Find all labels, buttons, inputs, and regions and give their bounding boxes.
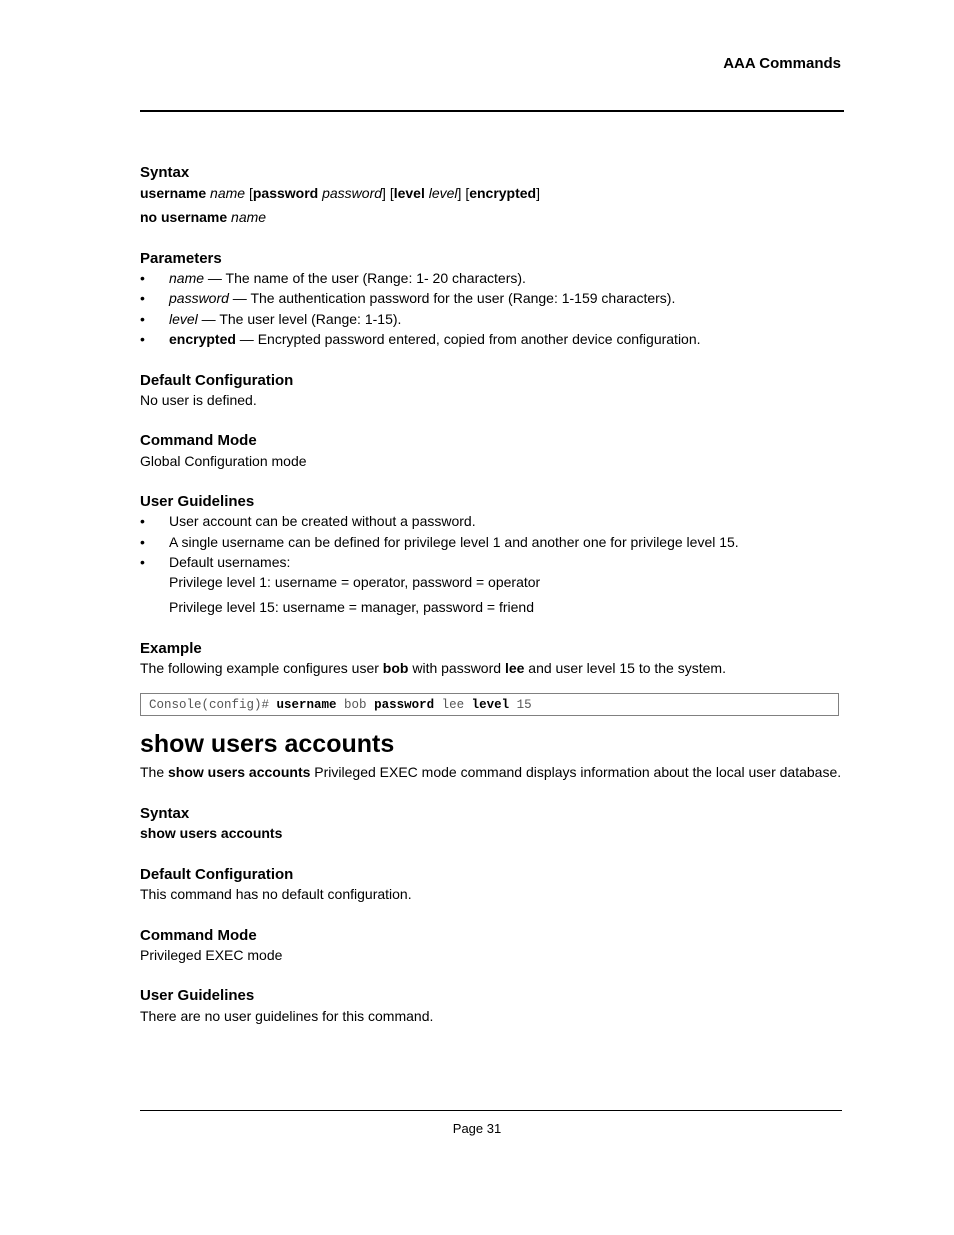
bracket: [ bbox=[465, 185, 470, 201]
default-config-heading: Default Configuration bbox=[140, 866, 294, 883]
syntax-keyword: encrypted bbox=[469, 185, 537, 201]
code-value: lee bbox=[434, 698, 472, 712]
code-example bbox=[140, 693, 839, 716]
parameter-desc: — The name of the user (Range: 1- 20 characters). bbox=[204, 270, 526, 286]
syntax-line-1 bbox=[140, 185, 540, 201]
command-mode-heading: Command Mode bbox=[140, 927, 257, 944]
running-header: AAA Commands bbox=[723, 55, 841, 72]
syntax-arg: level bbox=[428, 185, 458, 201]
bullet-icon: • bbox=[140, 311, 145, 327]
guideline-item: User account can be created without a password. bbox=[169, 513, 476, 529]
parameter-term: level bbox=[169, 311, 198, 327]
bullet-icon: • bbox=[140, 290, 145, 306]
example-heading: Example bbox=[140, 640, 202, 657]
syntax-line: show users accounts bbox=[140, 825, 283, 841]
parameter-item bbox=[169, 331, 701, 347]
code-keyword: level bbox=[471, 698, 510, 712]
syntax-line-2 bbox=[140, 209, 266, 225]
user-guidelines-heading: User Guidelines bbox=[140, 493, 255, 510]
code-keyword: password bbox=[374, 698, 435, 712]
user-guidelines-heading: User Guidelines bbox=[140, 987, 255, 1004]
example-text-part: with password bbox=[408, 660, 505, 676]
bullet-icon: • bbox=[140, 270, 145, 286]
default-config-heading: Default Configuration bbox=[140, 372, 294, 389]
syntax-heading: Syntax bbox=[140, 805, 190, 822]
syntax-keyword: username bbox=[140, 185, 207, 201]
syntax-heading: Syntax bbox=[140, 164, 190, 181]
default-config-text: This command has no default configuration. bbox=[140, 886, 412, 902]
bullet-icon: • bbox=[140, 554, 145, 570]
command-mode-text: Global Configuration mode bbox=[140, 453, 307, 469]
code-value: 15 bbox=[509, 698, 532, 712]
parameter-item bbox=[169, 290, 675, 306]
parameter-item bbox=[169, 270, 526, 286]
command-mode-text: Privileged EXEC mode bbox=[140, 947, 283, 963]
syntax-keyword: level bbox=[393, 185, 425, 201]
guideline-item: A single username can be defined for privilege level 1 and another one for privilege level 15. bbox=[169, 534, 739, 550]
intro-command: show users accounts bbox=[168, 764, 311, 780]
code-keyword: username bbox=[276, 698, 337, 712]
bracket: [ bbox=[248, 185, 253, 201]
section-title: show users accounts bbox=[140, 730, 395, 758]
parameter-desc: — The authentication password for the user (Range: 1-159 characters). bbox=[228, 290, 676, 306]
syntax-keyword: no username bbox=[140, 209, 228, 225]
parameter-desc: — The user level (Range: 1-15). bbox=[197, 311, 402, 327]
code-value: bob bbox=[336, 698, 375, 712]
bracket: ] bbox=[382, 185, 386, 201]
code-prompt: Console(config)# bbox=[149, 698, 277, 712]
example-user: bob bbox=[382, 660, 409, 676]
parameter-item bbox=[169, 311, 401, 327]
syntax-arg: name bbox=[210, 185, 246, 201]
header-rule bbox=[140, 110, 844, 112]
example-text-part: The following example configures user bbox=[140, 660, 383, 676]
parameters-heading: Parameters bbox=[140, 250, 222, 267]
bullet-icon: • bbox=[140, 513, 145, 529]
parameter-desc: — Encrypted password entered, copied from another device configuration. bbox=[235, 331, 701, 347]
guideline-subitem: Privilege level 1: username = operator, password = operator bbox=[169, 574, 541, 590]
default-config-text: No user is defined. bbox=[140, 392, 257, 408]
bracket: ] bbox=[536, 185, 541, 201]
page-number: Page 31 bbox=[452, 1121, 502, 1136]
intro-text-part: Privileged EXEC mode command displays information about the local user database. bbox=[310, 764, 842, 780]
parameter-term: name bbox=[169, 270, 205, 286]
bullet-icon: • bbox=[140, 331, 145, 347]
bracket: [ bbox=[389, 185, 394, 201]
parameter-term: encrypted bbox=[169, 331, 236, 347]
example-password: lee bbox=[504, 660, 525, 676]
guideline-subitem: Privilege level 15: username = manager, password = friend bbox=[169, 599, 534, 615]
syntax-keyword: password bbox=[252, 185, 319, 201]
command-mode-heading: Command Mode bbox=[140, 432, 257, 449]
section-intro bbox=[140, 764, 841, 780]
user-guidelines-text: There are no user guidelines for this command. bbox=[140, 1008, 434, 1024]
syntax-arg: password bbox=[322, 185, 383, 201]
intro-text-part: The bbox=[140, 764, 169, 780]
syntax-arg: name bbox=[231, 209, 267, 225]
example-text-part: and user level 15 to the system. bbox=[524, 660, 726, 676]
example-text bbox=[140, 660, 726, 676]
parameter-term: password bbox=[169, 290, 229, 306]
bullet-icon: • bbox=[140, 534, 145, 550]
bracket: ] bbox=[457, 185, 462, 201]
footer-rule bbox=[140, 1110, 842, 1111]
guideline-item: Default usernames: bbox=[169, 554, 291, 570]
